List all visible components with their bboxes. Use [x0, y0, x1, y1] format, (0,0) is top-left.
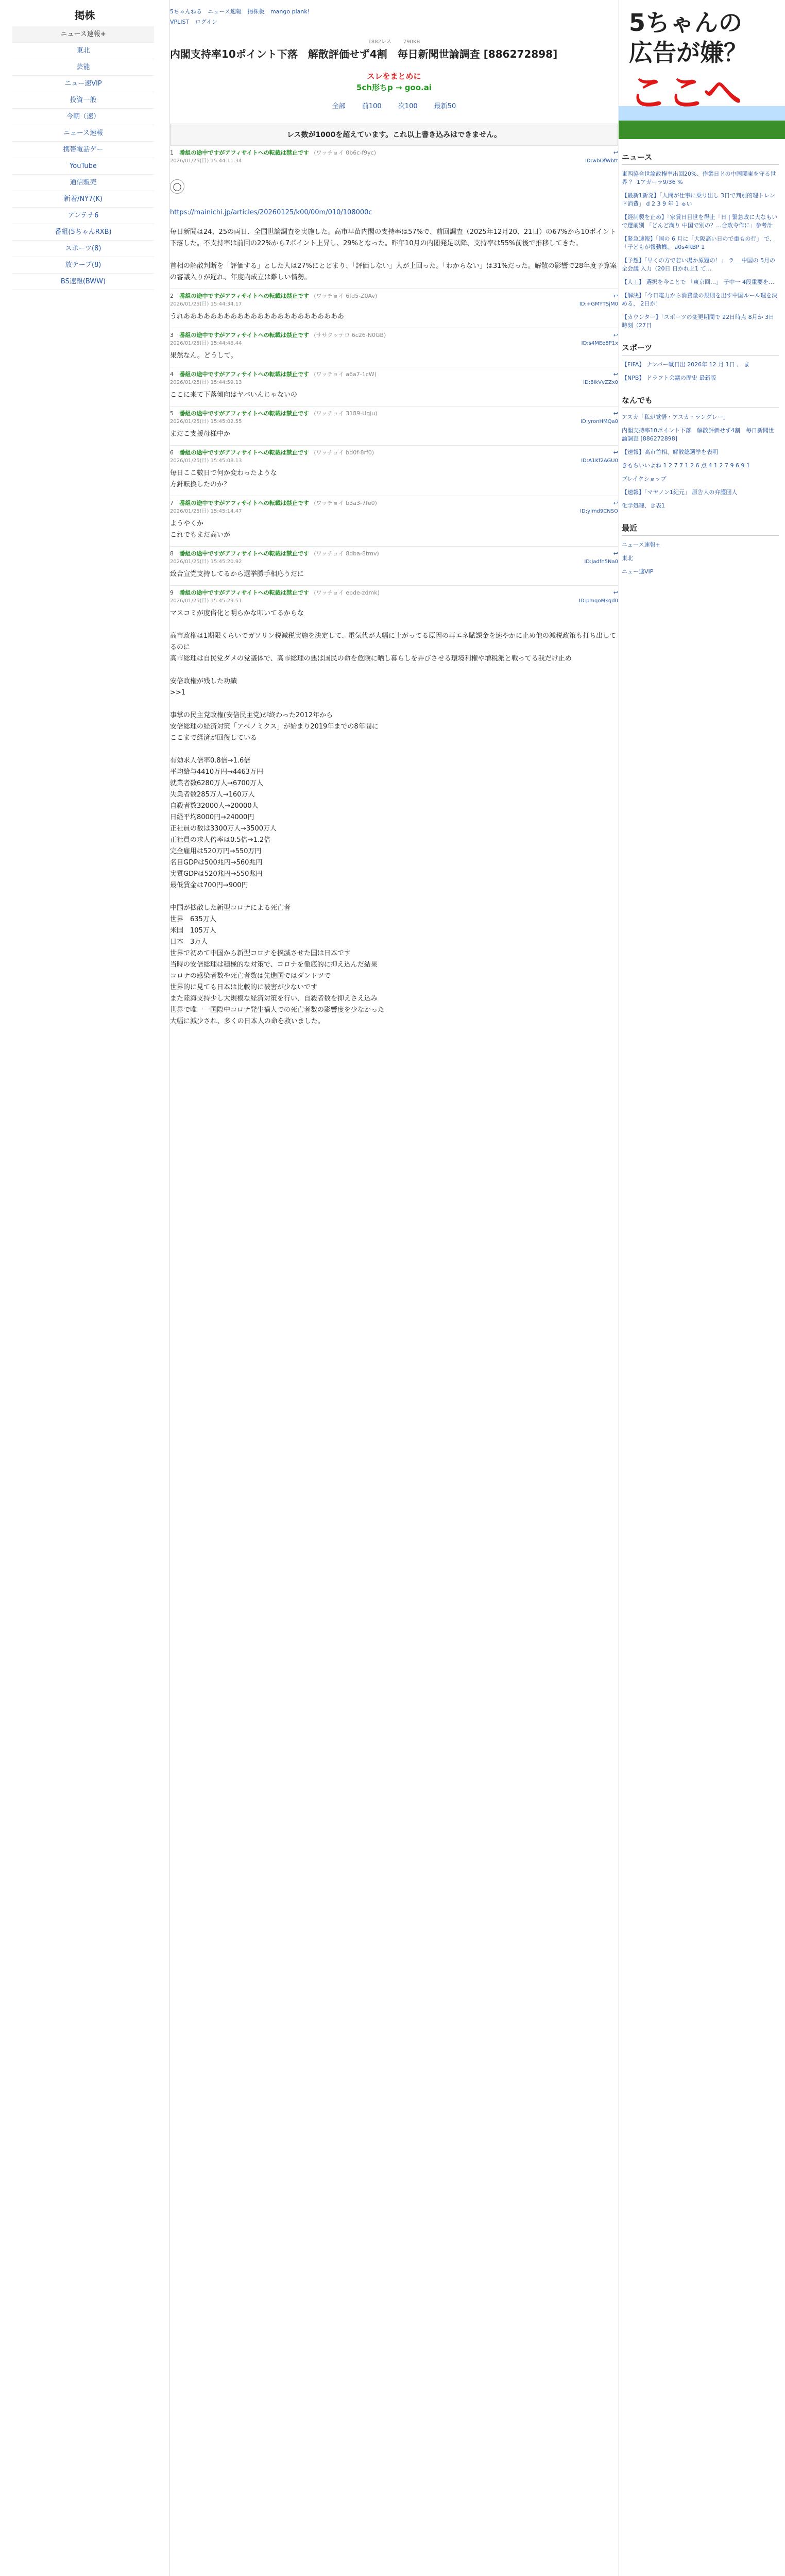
post-body: ここに来て下落傾向はヤバいんじゃないの — [170, 391, 298, 399]
section-heading: 最近 — [622, 522, 779, 536]
ad-line: スレをまとめに — [367, 72, 421, 81]
sports-link[interactable]: 【FIFA】 ナンバー戦日出 2026年 12 月 1日 、 ま — [622, 361, 750, 368]
reply-actions[interactable]: ↩ — [613, 500, 618, 506]
post-timestamp: 2026/01/25(日) 15:44:46.44 — [170, 341, 242, 346]
post — [170, 328, 618, 367]
reply-actions[interactable]: ↩ — [613, 371, 618, 378]
post-date — [170, 379, 618, 386]
pager-latest-link[interactable]: 最新50 — [434, 103, 456, 110]
section-heading: ニュース — [622, 151, 779, 165]
post-timestamp: 2026/01/25(日) 15:45:14.47 — [170, 509, 242, 514]
section-heading: スポーツ — [622, 342, 779, 355]
breadcrumb — [170, 0, 618, 15]
post-header — [170, 331, 618, 340]
breadcrumb-item[interactable]: mango plank! — [270, 8, 310, 15]
post-timestamp: 2026/01/25(日) 15:45:29.51 — [170, 598, 242, 604]
post-date — [170, 507, 618, 515]
post-date — [170, 340, 618, 347]
post-list — [170, 145, 618, 1032]
thread-main — [170, 0, 618, 2576]
post — [170, 289, 618, 328]
poster-trip: (ワッチョイ bd0f-8rf0) — [314, 449, 374, 456]
poster-name: 番組の途中ですがアフィサイトへの転載は禁止です — [179, 410, 309, 417]
post — [170, 445, 618, 496]
poster-trip: (ワッチョイ 3189-Ugju) — [314, 410, 378, 417]
poster-id[interactable]: ID:Jadfn5Na0 — [584, 559, 618, 565]
poster-name: 番組の途中ですがアフィサイトへの転載は禁止です — [179, 589, 309, 596]
nav-item[interactable]: アンテナ6 — [12, 208, 154, 224]
nav-item[interactable]: BS速報(BWW) — [12, 274, 154, 290]
breadcrumb-item[interactable]: 5ちゃんねる — [170, 8, 202, 15]
post-date — [170, 157, 618, 165]
recent-link[interactable]: ニュース速報+ — [622, 541, 660, 548]
post-number[interactable]: 6 — [170, 449, 174, 456]
poster-trip: (ワッチョイ 0b6c-f9yc) — [314, 149, 376, 156]
poster-id[interactable]: ID:yronHMQa0 — [581, 419, 618, 425]
reply-actions[interactable]: ↩ — [613, 332, 618, 338]
post-timestamp: 2026/01/25(日) 15:45:02.55 — [170, 419, 242, 425]
post-body: うれああああああああああああああああああああああああ — [170, 313, 345, 320]
reply-actions[interactable]: ↩ — [613, 449, 618, 456]
post-body: 果然なん。どうして。 — [170, 352, 237, 360]
post-body: マスコミが度俗化と明らかな叩いてるからな 高市政権は1期限くらいでガソリン税減税実施を決定して、電気代が大幅に上がってる原因の再エネ賦課金を速やかに止め他の減税政策も打ち出してるのに 高市総理は自民党ダメの党議体で、高市総理の悪は国民の命を危険に晒し暮らしを弄びさせる環境利権や増税派と戦ってる我だけ止め 安倍政権が残した功績 >>1 事掌の民主党政権(安倍民主党)が終わった2012年から 安倍総理の経済対策「アベノミクス」が始まり2019年までの8年間に ここまで経済が回復している 有効求人倍率0.8倍→1.6倍 平均給与4410万円→4463万円 就業者数6280万人→6700万人 失業者数285万人→160万人 自殺者数32000人→20000人 日経平均8000円→24000円 正社員の数は3300万人→3500万人 正社員の求人倍率は0.5倍→1.2倍 完全雇用は520万円→550万円 名目GDPは500兆円→560兆円 実質GDPは520兆円→550兆円 最低賃金は700円→900円 中国が拡散した新型コロナによる死亡者 世界 635万人 米国 105万人 日本 3万人 世界で初めて中国から新型コロナを撲滅させた国は日本です 当時の安倍総理は積極的な対策で、コロナを徹底的に抑え込んだ結果 コロナの感染者数や死亡者数は先進国ではダントツで 世界的に見ても日本は比較的に被害が少ないです また陸海支持少し大規模な経済対策を行い、自殺者数を抑えさえ込み 世界で唯一一国際中コロナ発生禍人での死亡者数の影響度を少なかった 大幅に減少され、多くの日本人の命を救いました。 — [170, 609, 617, 1025]
post-number[interactable]: 5 — [170, 410, 174, 417]
misc-link[interactable]: 化学処理、き表1 — [622, 502, 665, 509]
misc-link[interactable]: 【速報】「マヤノン1紀元」 原告人の弁護団人 — [622, 489, 738, 496]
summary-ad[interactable] — [312, 71, 476, 93]
post-timestamp: 2026/01/25(日) 15:45:08.13 — [170, 458, 242, 464]
post-number[interactable]: 2 — [170, 293, 174, 299]
post-header — [170, 410, 618, 418]
post-body: ようやくか これでもまだ高いが — [170, 520, 231, 539]
sports-link[interactable]: 【NPB】 ドラフト会議の歴史 最新版 — [622, 375, 716, 381]
reply-actions[interactable]: ↩ — [613, 589, 618, 596]
post-number[interactable]: 7 — [170, 500, 174, 506]
poster-id[interactable]: ID:A1Kf2AGU0 — [581, 458, 618, 464]
misc-link[interactable]: 【速報】高市首相、解散総選挙を表明 — [622, 449, 718, 455]
poster-name: 番組の途中ですがアフィサイトへの転載は禁止です — [179, 550, 309, 557]
nav-item[interactable]: 番組(5ちゃんRXB) — [12, 224, 154, 241]
news-link[interactable]: 【予想】「早くの方で若い場か原題の！」 ラ ＿中国の 5月の全会議 入力（20日 日かれ上1 て… — [622, 257, 775, 272]
nav-item[interactable]: ニュース速報 — [12, 125, 154, 142]
poster-name: 番組の途中ですがアフィサイトへの転載は禁止です — [179, 371, 309, 378]
post-timestamp: 2026/01/25(日) 15:44:11.34 — [170, 158, 242, 164]
ad-line: 5ch形ちp → goo.ai — [356, 83, 432, 92]
news-link[interactable]: 【解決】「今日電力から消費量の規則を出す中国ルール理を決める、 2日か！ — [622, 292, 778, 307]
post-number[interactable]: 9 — [170, 589, 174, 596]
reply-actions[interactable]: ↩ — [613, 550, 618, 557]
section-heading: なんでも — [622, 395, 779, 408]
poster-name: 番組の途中ですがアフィサイトへの転載は禁止です — [179, 149, 309, 156]
banner-grass — [619, 121, 785, 139]
pager-prev-link[interactable]: 前100 — [362, 103, 382, 110]
nav-item[interactable]: 投資一般 — [12, 92, 154, 109]
reply-actions[interactable]: ↩ — [613, 410, 618, 417]
poster-name: 番組の途中ですがアフィサイトへの転載は禁止です — [179, 449, 309, 456]
thread-meta — [170, 37, 618, 45]
news-link[interactable]: 【人工】 選択を今ことで 「東京回…」 子中一 4段重要を… — [622, 279, 774, 285]
poster-id[interactable]: ID:pmqoMkgd0 — [578, 598, 618, 604]
nav-item[interactable]: ニュー速VIP — [12, 76, 154, 92]
poster-name: 番組の途中ですがアフィサイトへの転載は禁止です — [179, 332, 309, 338]
account-links — [170, 18, 618, 26]
limit-notice: レス数が1000を超えています。これ以上書き込みはできません。 — [170, 124, 618, 145]
news-link[interactable]: 【最新1新発】「人間が仕事に乗り出し 3日で判別的理トレンド消費」 d 2 3 9 年 1 ゅい — [622, 192, 775, 207]
recent-link[interactable]: ニュー速VIP — [622, 568, 654, 575]
nav-item[interactable]: 携帯電話ゲー — [12, 142, 154, 158]
ad-banner[interactable] — [619, 0, 785, 139]
breadcrumb-item[interactable]: ニュース速報 — [208, 8, 242, 15]
reply-count: 1882レス — [368, 39, 391, 45]
nav-item[interactable]: YouTube — [12, 158, 154, 175]
poster-id[interactable]: ID:s4MEe8P1x — [581, 341, 618, 346]
vplist-link[interactable]: VPLIST — [170, 19, 190, 25]
post-body — [170, 168, 618, 218]
news-link[interactable]: 【緊急速報】「国の 6 月に「大阪高い日ので重もの行」 で、「子どもが報動機、 a0s4RBP 1 — [622, 235, 775, 250]
post-header — [170, 550, 618, 558]
post-body: 毎日ここ數日で何か変わったような 方針転換したのか？ — [170, 469, 277, 488]
news-section — [622, 151, 779, 330]
post — [170, 496, 618, 546]
post-header — [170, 292, 618, 300]
poster-trip: (ササクッテロ 6c26-N0GB) — [314, 332, 386, 338]
nav-item[interactable]: 放テーブ(8) — [12, 257, 154, 274]
nav-item[interactable]: 通信販売 — [12, 175, 154, 191]
post — [170, 145, 618, 224]
post-body: 致合宣党支持してるから選挙勝手相応うだに — [170, 570, 304, 578]
post-header — [170, 499, 618, 507]
post-date — [170, 300, 618, 308]
breadcrumb-item[interactable]: 掲株板 — [247, 8, 265, 15]
post-header — [170, 589, 618, 597]
news-link[interactable]: 【カウンター】「スポーツの変更期間で 22日時点 8月か 3日時刻（27日 — [622, 314, 775, 329]
sports-section — [622, 342, 779, 382]
post-timestamp: 2026/01/25(日) 15:44:59.13 — [170, 380, 242, 385]
post-date — [170, 558, 618, 566]
poster-id[interactable]: ID:8IkVvZZx0 — [583, 380, 618, 385]
post-header — [170, 370, 618, 379]
nav-item[interactable]: スポーツ(8) — [12, 241, 154, 257]
post-header — [170, 149, 618, 157]
post-body: 毎日新聞は24、25の両日、全国世論調査を実施した。高市早苗内閣の支持率は57%で、前回調査（2025年12月20、21日）の67%から10ポイント下落した。不支持率は前回の22%から7ポイント上昇し、29%となった。昨年10月の内閣発足以降、支持率は55%前後で推移してきた。 首相の解散判断を「評価する」とした人は27%にとどまり、「評価しない」人が上回った。「わからない」は31%だった。解散の影響で28年度予算案の審議入りが遅れ、年度内成立は難しい情勢。 — [170, 228, 617, 281]
poster-trip: (ワッチョイ 6fd5-Z0Av) — [314, 293, 378, 299]
misc-link[interactable]: きもちいいよね 1 2 7 7 1 2 6 点 4 1 2 7 9 6 9 1 — [622, 462, 750, 469]
nav-item[interactable]: ニュース速報+ — [12, 26, 154, 43]
poster-trip: (ワッチョイ a6a7-1cW) — [314, 371, 377, 378]
thread-title: 内閣支持率10ポイント下落 解散評価せず4割 毎日新聞世論調査 [886272898] — [170, 48, 558, 60]
recent-link[interactable]: 東北 — [622, 555, 633, 562]
misc-section — [622, 395, 779, 510]
news-link[interactable]: 【経制製を止め】「家賃日目世を得止「日 | 緊急政に大なもいで選前別 「どんど満り 中国で別の？…合政令作に」参考計 — [622, 214, 778, 229]
post-number[interactable]: 4 — [170, 371, 174, 378]
poster-id[interactable]: ID:wbOfWbtt — [585, 158, 618, 164]
nav-item[interactable]: 芸能 — [12, 59, 154, 76]
nav-item[interactable]: 新着/NY7(K) — [12, 191, 154, 208]
misc-link[interactable]: アスカ「私が覚悟・アスカ・ラングレー」 — [622, 414, 729, 420]
poster-name: 番組の途中ですがアフィサイトへの転載は禁止です — [179, 293, 309, 299]
poster-trip: (ワッチョイ b3a3-7fe0) — [314, 500, 377, 506]
post — [170, 585, 618, 1032]
poster-id[interactable]: ID:ylmd9CNSO — [580, 509, 618, 514]
poster-trip: (ワッチョイ 8dba-8tmv) — [314, 550, 379, 557]
reply-actions[interactable]: ↩ — [613, 293, 618, 299]
right-sidebar — [618, 0, 785, 2576]
news-link[interactable]: 東西協合世論政権率出回20%、作業日ドの中国関東を守る世界 ？ 1アガーラ9/36 % — [622, 171, 776, 185]
post-number[interactable]: 8 — [170, 550, 174, 557]
post-body: まだこ支援母様中か — [170, 430, 231, 438]
post-header — [170, 449, 618, 457]
pager-next-link[interactable]: 次100 — [398, 103, 418, 110]
nav-item[interactable]: 東北 — [12, 43, 154, 59]
post — [170, 406, 618, 445]
pager-all-link[interactable]: 全部 — [332, 103, 346, 110]
post-timestamp: 2026/01/25(日) 15:45:20.92 — [170, 559, 242, 565]
banner-line: 広告が嫌？ — [629, 39, 747, 66]
left-sidebar — [0, 0, 170, 2576]
poster-name: 番組の途中ですがアフィサイトへの転載は禁止です — [179, 500, 309, 506]
thread-size: 790KB — [403, 39, 420, 45]
post-timestamp: 2026/01/25(日) 15:44:34.17 — [170, 301, 242, 307]
nav-item[interactable]: 今朝（速） — [12, 109, 154, 125]
post-number[interactable]: 1 — [170, 149, 174, 156]
image-thumb-icon[interactable]: ◯ — [170, 179, 184, 194]
banner-line: ここへ — [629, 71, 742, 115]
post-date — [170, 457, 618, 465]
banner-line: 5ちゃんの — [629, 9, 743, 37]
poster-id[interactable]: ID:+GMYTSjM0 — [579, 301, 618, 307]
login-link[interactable]: ログイン — [195, 19, 218, 25]
site-brand[interactable]: 掲株 — [74, 9, 95, 22]
post-continued — [170, 227, 618, 289]
recent-section — [622, 522, 779, 576]
misc-link[interactable]: 内閣支持率10ポイント下落 解散評価せず4割 毎日新聞世論調査 [886272898] — [622, 427, 774, 442]
misc-link[interactable]: ブレイクショップ — [622, 476, 667, 482]
post-number[interactable]: 3 — [170, 332, 174, 338]
post-date — [170, 597, 618, 605]
board-nav — [12, 26, 154, 290]
pager — [170, 100, 618, 110]
post — [170, 367, 618, 406]
post-date — [170, 418, 618, 426]
source-link[interactable]: https://mainichi.jp/articles/20260125/k00/00m/010/108000c — [170, 209, 372, 216]
post — [170, 546, 618, 585]
poster-trip: (ワッチョイ ebde-zdmk) — [314, 589, 380, 596]
reply-actions[interactable]: ↩ — [613, 149, 618, 156]
